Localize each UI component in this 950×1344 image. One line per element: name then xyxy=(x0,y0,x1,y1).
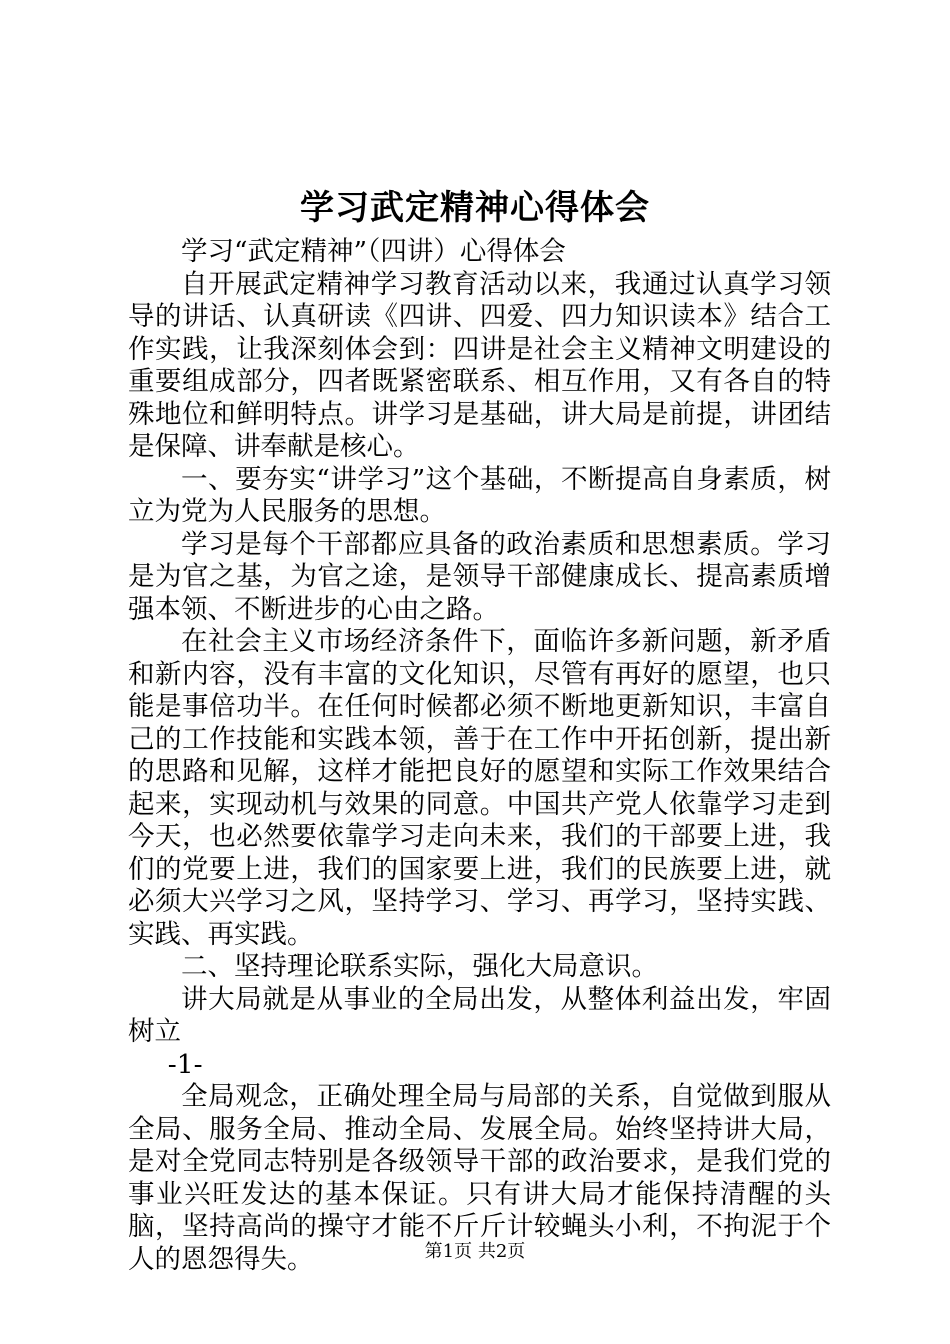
body-paragraph: 在社会主义市场经济条件下，面临许多新问题，新矛盾和新内容，没有丰富的文化知识，尽管有再好的愿望，也只能是事倍功半。在任何时候都必须不断地更新知识，丰富自己的工作技能和实践本领，善于在工作中开拓创新，提出新的思路和见解，这样才能把良好的愿望和实际工作效果结合起来，实现动机与效果的同意。中国共产党人依靠学习走到今天，也必然要依靠学习走向未来，我们的干部要上进，我们的党要上进，我们的国家要上进，我们的民族要上进，就必须大兴学习之风，坚持学习、学习、再学习，坚持实践、实践、再实践。 xyxy=(128,626,831,950)
inline-page-number: -1- xyxy=(167,1048,203,1080)
body-paragraph: 全局观念，正确处理全局与局部的关系，自觉做到服从全局、服务全局、推动全局、发展全局。始终坚持讲大局，是对全党同志特别是各级领导干部的政治要求，是我们党的事业兴旺发达的基本保证。只有讲大局才能保持清醒的头脑，坚持高尚的操守才能不斤斤计较蝇头小利，不拘泥于个人的恩怨得失。 xyxy=(128,1081,831,1275)
body-paragraph: 学习是每个干部都应具备的政治素质和思想素质。学习是为官之基，为官之途，是领导干部健康成长、提高素质增强本领、不断进步的心由之路。 xyxy=(128,528,831,625)
section-heading: 一、要夯实“讲学习”这个基础，不断提高自身素质，树立为党为人民服务的思想。 xyxy=(128,463,831,527)
document-body xyxy=(128,236,831,1276)
document-title: 学习武定精神心得体会 xyxy=(300,188,650,228)
body-paragraph: 讲大局就是从事业的全局出发，从整体利益出发，牢固树立 xyxy=(128,983,831,1047)
subtitle-paragraph: 学习“武定精神”（四讲）心得体会 xyxy=(181,236,566,267)
page-footer: 第1页 共2页 xyxy=(424,1241,526,1262)
section-heading: 二、坚持理论联系实际，强化大局意识。 xyxy=(181,951,658,982)
body-paragraph: 自开展武定精神学习教育活动以来，我通过认真学习领导的讲话、认真研读《四讲、四爱、四力知识读本》结合工作实践，让我深刻体会到：四讲是社会主义精神文明建设的重要组成部分，四者既紧密联系、相互作用，又有各自的特殊地位和鲜明特点。讲学习是基础，讲大局是前提，讲团结是保障、讲奉献是核心。 xyxy=(128,268,831,462)
